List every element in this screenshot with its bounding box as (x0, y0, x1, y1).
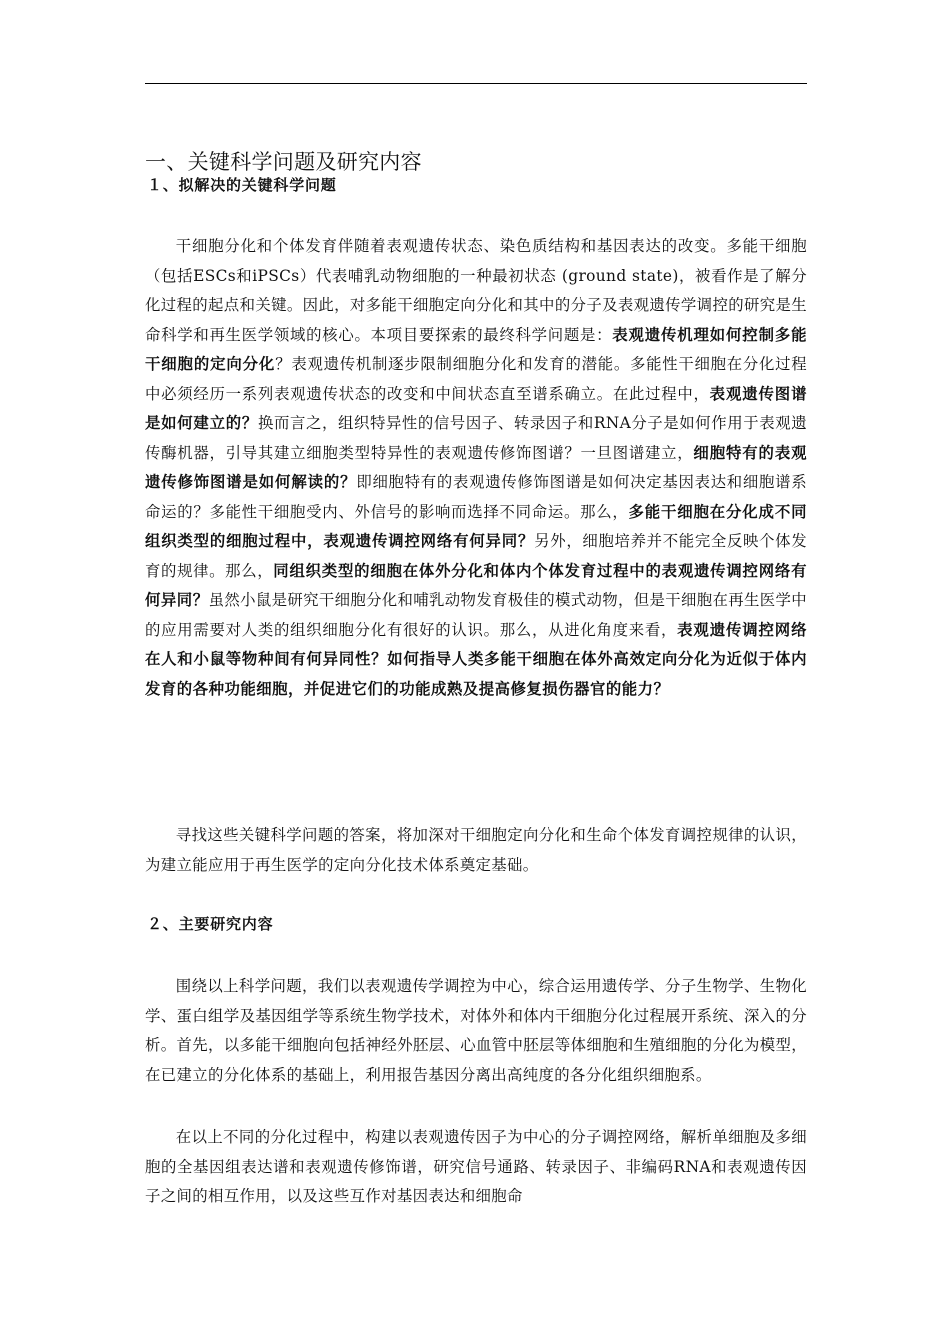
text-run: 虽然小鼠是研究干细胞分化和哺乳动物发育极佳的模式动物，但是干细胞在再生医学中的应用需要对人类的组织细胞分化有很好的认识。那么，从进化角度来看， (145, 591, 807, 639)
text-run: 即细胞特有的表观遗传修饰图谱是如何决定基因表达和细胞谱系命运的？多能性干细胞受内、外信号的影响而选择不同命运。那么， (145, 473, 807, 521)
section2-paragraph-1: 围绕以上科学问题，我们以表观遗传学调控为中心，综合运用遗传学、分子生物学、生物化学、蛋白组学及基因组学等系统生物学技术，对体外和体内干细胞分化过程展开系统、深入的分析。首先，以多能干细胞向包括神经外胚层、心血管中胚层等体细胞和生殖细胞的分化为模型，在已建立的分化体系的基础上，利用报告基因分离出高纯度的各分化组织细胞系。 (145, 977, 807, 1084)
section1-paragraph-2: 寻找这些关键科学问题的答案，将加深对干细胞定向分化和生命个体发育调控规律的认识，为建立能应用于再生医学的定向分化技术体系奠定基础。 (145, 826, 807, 874)
section2-paragraph-2: 在以上不同的分化过程中，构建以表观遗传因子为中心的分子调控网络，解析单细胞及多细胞的全基因组表达谱和表观遗传修饰谱，研究信号通路、转录因子、非编码RNA和表观遗传因子之间的相互作用，以及这些互作对基因表达和细胞命 (145, 1128, 807, 1205)
text-run: 另外，细胞培养并不能完全反映个体发育的规律。那么， (145, 532, 807, 580)
bold-question-3: 细胞特有的表观遗传修饰图谱是如何解读的？ (145, 443, 807, 491)
text-run: ？表观遗传机制逐步限制细胞分化和发育的潜能。多能性干细胞在分化过程中必须经历一系列表观遗传状态的改变和中间状态直至谱系确立。在此过程中， (145, 355, 807, 403)
bold-question-6: 表观遗传调控网络在人和小鼠等物种间有何异同性？如何指导人类多能干细胞在体外高效定向分化为近似于体内发育的各种功能细胞，并促进它们的功能成熟及提高修复损伤器官的能力？ (145, 620, 807, 698)
document-page (145, 0, 807, 1344)
section1-paragraph-1 (145, 232, 807, 704)
main-heading: 一、关键科学问题及研究内容 (145, 150, 422, 174)
bold-question-5: 同组织类型的细胞在体外分化和体内个体发育过程中的表观遗传调控网络有何异同？ (145, 561, 807, 609)
header-rule (145, 83, 807, 84)
bold-question-2: 表观遗传图谱是如何建立的？ (145, 384, 807, 432)
text-run: 干细胞分化和个体发育伴随着表观遗传状态、染色质结构和基因表达的改变。多能干细胞（包括ESCs和iPSCs）代表哺乳动物细胞的一种最初状态 (ground state)，被看作是了解分化过程的起点和关键。因此，对多能干细胞定向分化和其中的分子及表观遗传学调控的研究是生命科学和再生医学领域的核心。本项目要探索的最终科学问题是： (145, 237, 807, 344)
bold-question-4: 多能干细胞在分化成不同组织类型的细胞过程中，表观遗传调控网络有何异同？ (145, 502, 807, 550)
bold-question-1: 表观遗传机理如何控制多能干细胞的定向分化 (145, 325, 807, 373)
text-run: 换而言之，组织特异性的信号因子、转录因子和RNA分子是如何作用于表观遗传酶机器，引导其建立细胞类型特异性的表观遗传修饰图谱？一旦图谱建立， (145, 414, 807, 462)
section1-heading: １、拟解决的关键科学问题 (147, 176, 337, 194)
section2-heading: ２、主要研究内容 (147, 915, 274, 933)
